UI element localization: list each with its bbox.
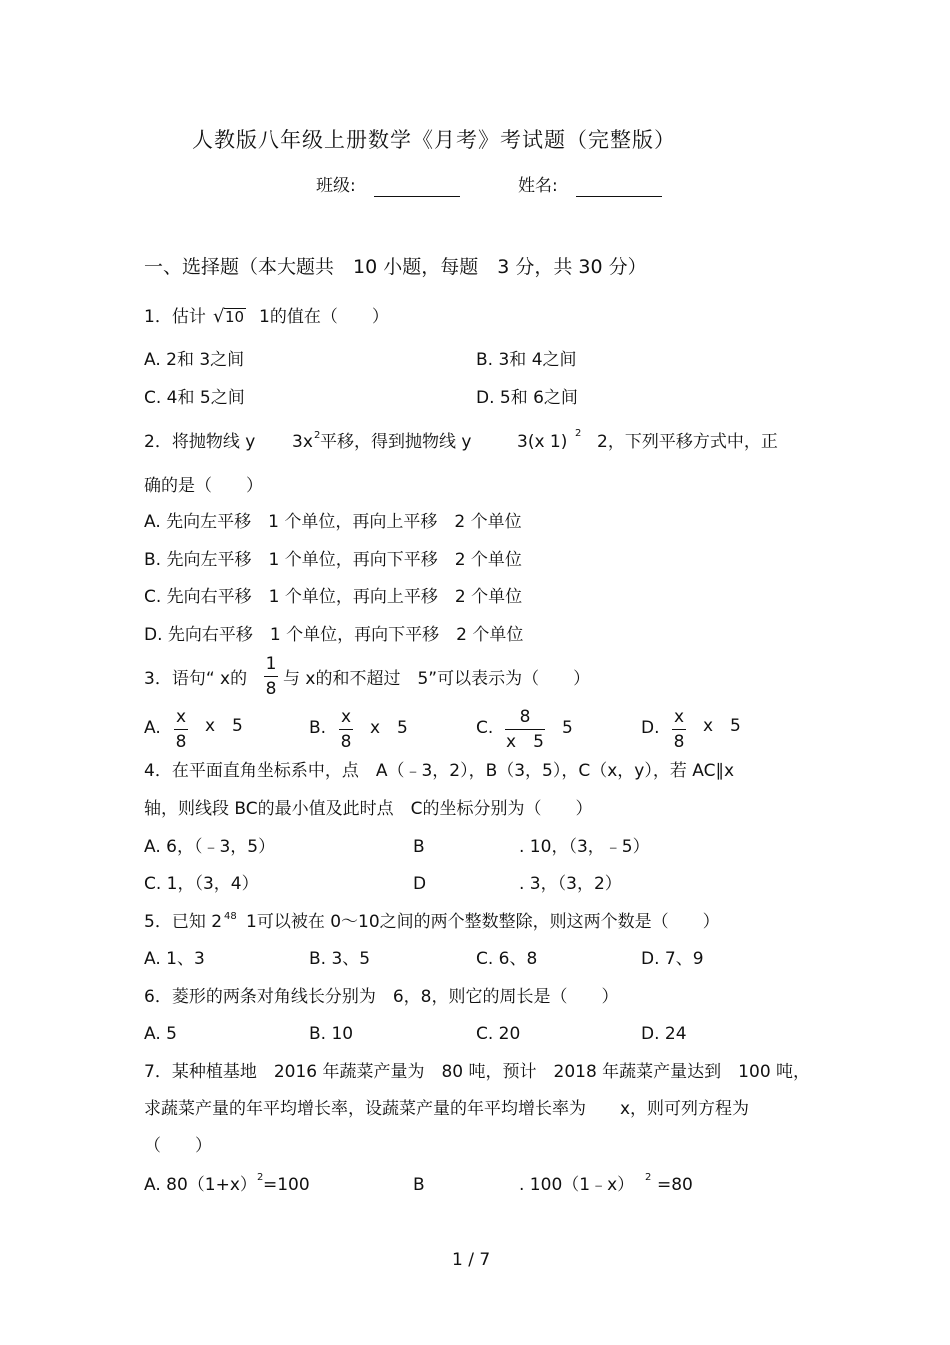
fraction-denominator: x 5 (506, 732, 544, 752)
q4-line1: 4．在平面直角坐标系中，点 A（﹣3，2），B（3，5），C（x，y），若 AC∥x (144, 761, 735, 781)
fraction-numerator: 1 (265, 654, 277, 674)
q3-option-a-rest: x 5 (205, 716, 243, 736)
q3-option-c-fraction (505, 709, 545, 751)
q1-radicand: 10 (225, 308, 245, 326)
q6-option-a[interactable]: A. 5 (144, 1024, 177, 1044)
q5-prefix: 5．已知 2 (144, 912, 223, 932)
q3-option-b-fraction (339, 709, 353, 751)
fraction-denominator: 8 (340, 732, 352, 752)
class-label: 班级: (316, 176, 356, 196)
q3-option-d-fraction (672, 709, 686, 751)
q7-option-b-a: . 100（1﹣x） (519, 1175, 635, 1195)
q5-option-c[interactable]: C. 6、8 (476, 949, 538, 969)
fraction-numerator: x (673, 707, 685, 727)
q1-suffix: 1的值在（ ） (259, 307, 389, 327)
q1-option-a[interactable]: A. 2和 3之间 (144, 350, 245, 370)
q2-text-e: 2，下列平移方式中，正 (597, 432, 778, 452)
q3-option-c[interactable]: C. (476, 718, 494, 738)
q2-text-d: 3(x 1) (517, 432, 568, 452)
q4-option-d-label[interactable]: D (413, 874, 427, 894)
q7-option-b-rest: =80 (657, 1175, 693, 1195)
q1-option-b[interactable]: B. 3和 4之间 (476, 350, 577, 370)
q2-text-c: 平移，得到抛物线 y (320, 432, 472, 452)
fraction-bar (672, 729, 686, 730)
fraction-denominator: 8 (673, 732, 685, 752)
fraction-bar (174, 729, 188, 730)
fraction-bar (339, 729, 353, 730)
q4-option-c[interactable]: C. 1，（3，4） (144, 874, 259, 894)
name-label: 姓名: (518, 176, 558, 196)
q2-exp-2: 2 (575, 428, 582, 439)
fraction-numerator: x (340, 707, 352, 727)
q7-line1: 7．某种植基地 2016 年蔬菜产量为 80 吨，预计 2018 年蔬菜产量达到 100 吨， (144, 1062, 811, 1082)
q7-line2: 求蔬菜产量的年平均增长率，设蔬菜产量的年平均增长率为 x，则可列方程为 (144, 1099, 750, 1119)
q3-option-d-rest: x 5 (703, 716, 741, 736)
q4-option-d-value: . 3，（3，2） (519, 874, 622, 894)
fraction-numerator: x (175, 707, 187, 727)
q4-option-a[interactable]: A. 6，（﹣3，5） (144, 837, 276, 857)
q7-option-b-label[interactable]: B (413, 1175, 425, 1195)
q5-exp: 48 (224, 911, 237, 922)
q2-exp-1: 2 (314, 430, 321, 441)
q5-option-d[interactable]: D. 7、9 (641, 949, 704, 969)
q4-option-b-label[interactable]: B (413, 837, 425, 857)
q7-option-a-exp: 2 (257, 1172, 264, 1183)
q5-suffix: 1可以被在 0～10之间的两个整数整除，则这两个数是（ ） (246, 912, 720, 932)
q7-option-a-rest: =100 (263, 1175, 310, 1195)
q2-option-d[interactable]: D. 先向右平移 1 个单位，再向下平移 2 个单位 (144, 625, 524, 645)
q3-fraction (264, 656, 278, 698)
q3-option-a[interactable]: A. (144, 718, 161, 738)
q6-option-d[interactable]: D. 24 (641, 1024, 687, 1044)
q5-option-a[interactable]: A. 1、3 (144, 949, 205, 969)
q6-text: 6．菱形的两条对角线长分别为 6，8，则它的周长是（ ） (144, 987, 619, 1007)
q3-prefix: 3．语句“ x的 (144, 669, 248, 689)
fraction-bar (264, 676, 278, 677)
sqrt-symbol: √ (213, 306, 225, 327)
q6-option-b[interactable]: B. 10 (309, 1024, 354, 1044)
q3-option-b[interactable]: B. (309, 718, 327, 738)
q1-sqrt (213, 306, 247, 328)
page-title: 人教版八年级上册数学《月考》考试题（完整版） (192, 128, 676, 152)
q2-line2: 确的是（ ） (144, 476, 263, 496)
q3-option-c-rest: 5 (562, 718, 573, 738)
q7-line3: （ ） (144, 1136, 212, 1156)
fraction-denominator: 8 (265, 679, 277, 699)
q2-option-a[interactable]: A. 先向左平移 1 个单位，再向上平移 2 个单位 (144, 512, 522, 532)
q3-suffix: 与 x的和不超过 5”可以表示为（ ） (283, 669, 591, 689)
q4-line2: 轴，则线段 BC的最小值及此时点 C的坐标分别为（ ） (144, 799, 593, 819)
q6-option-c[interactable]: C. 20 (476, 1024, 521, 1044)
q3-option-b-rest: x 5 (370, 718, 408, 738)
name-field[interactable] (576, 195, 662, 197)
q2-option-c[interactable]: C. 先向右平移 1 个单位，再向上平移 2 个单位 (144, 587, 523, 607)
q1-option-c[interactable]: C. 4和 5之间 (144, 388, 245, 408)
q2-option-b[interactable]: B. 先向左平移 1 个单位，再向下平移 2 个单位 (144, 550, 522, 570)
q2-text-b: 3x (292, 432, 313, 452)
q1-option-d[interactable]: D. 5和 6之间 (476, 388, 578, 408)
q7-option-b-exp: 2 (645, 1172, 652, 1183)
q4-option-b-value: . 10，（3，﹣5） (519, 837, 650, 857)
q2-text-a: 2．将抛物线 y (144, 432, 256, 452)
fraction-numerator: 8 (519, 707, 531, 727)
q7-option-a[interactable]: A. 80（1+x） (144, 1175, 257, 1195)
q3-option-a-fraction (174, 709, 188, 751)
fraction-denominator: 8 (175, 732, 187, 752)
page-number: 1 / 7 (452, 1250, 491, 1270)
fraction-bar (505, 729, 545, 730)
class-field[interactable] (374, 195, 460, 197)
q5-option-b[interactable]: B. 3、5 (309, 949, 371, 969)
q1-prefix: 1．估计 (144, 307, 206, 327)
section-heading: 一、选择题（本大题共 10 小题，每题 3 分，共 30 分） (144, 256, 647, 278)
q3-option-d[interactable]: D. (641, 718, 660, 738)
